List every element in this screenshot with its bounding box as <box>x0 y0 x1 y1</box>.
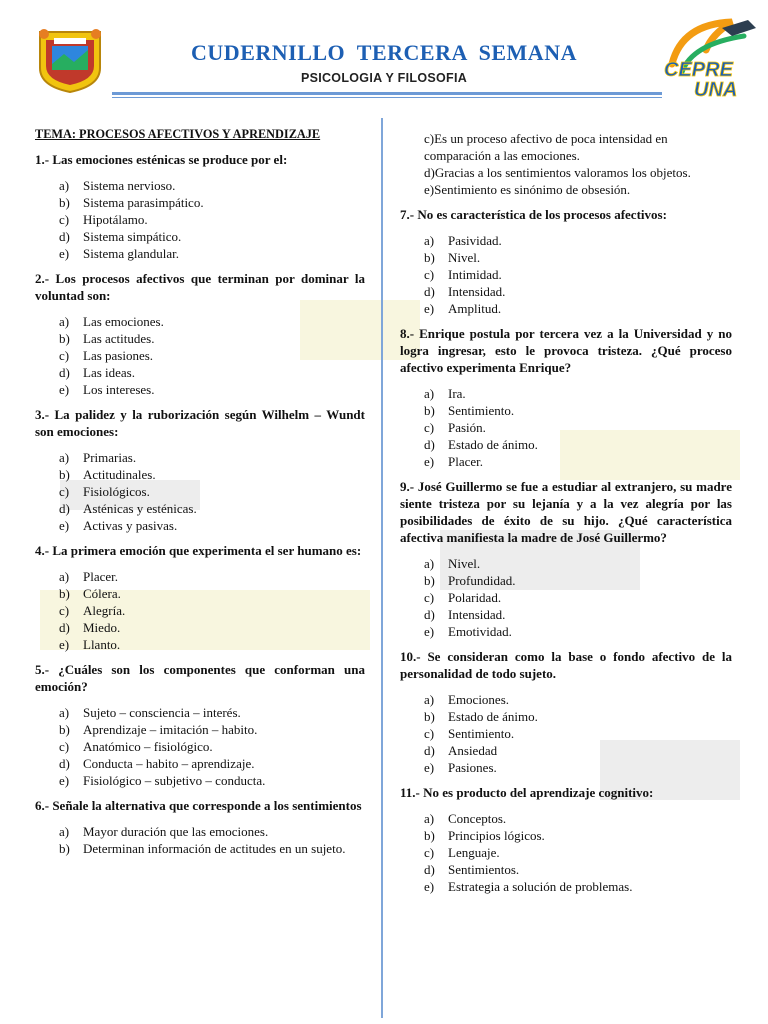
option-letter: e) <box>424 760 435 775</box>
answer-option <box>59 245 365 262</box>
option-letter: a) <box>59 450 70 465</box>
right-question-list <box>400 206 732 895</box>
option-list <box>35 704 365 789</box>
answer-option <box>424 402 732 419</box>
question-text: 5.- ¿Cuáles son los componentes que conforman una emoción? <box>35 662 365 694</box>
answer-option <box>59 364 365 381</box>
option-letter: c) <box>424 726 435 741</box>
option-text: Fisiológicos. <box>83 484 150 499</box>
option-letter: b) <box>424 403 435 418</box>
option-letter: e) <box>424 301 435 316</box>
answer-option <box>424 589 732 606</box>
answer-option <box>424 623 732 640</box>
option-list <box>400 555 732 640</box>
option-letter: a) <box>59 824 70 839</box>
answer-option <box>424 181 732 198</box>
option-letter: a) <box>59 178 70 193</box>
answer-option <box>424 266 732 283</box>
option-letter: a) <box>424 233 435 248</box>
option-text: Fisiológico – subjetivo – conducta. <box>83 773 266 788</box>
option-letter: b) <box>59 841 70 856</box>
option-text: Sentimiento. <box>448 726 515 741</box>
option-text: Emociones. <box>448 692 510 707</box>
option-letter: b) <box>59 722 70 737</box>
answer-option <box>424 385 732 402</box>
right-column <box>400 130 732 903</box>
option-text: Nivel. <box>448 556 481 571</box>
answer-option <box>59 823 365 840</box>
option-text: Las ideas. <box>83 365 135 380</box>
option-text: Nivel. <box>448 250 481 265</box>
left-column <box>35 126 365 865</box>
answer-option <box>59 313 365 330</box>
answer-option <box>424 878 732 895</box>
answer-option <box>424 725 732 742</box>
answer-option <box>59 228 365 245</box>
option-letter: d) <box>59 756 70 771</box>
answer-option <box>59 347 365 364</box>
option-letter: e) <box>424 182 435 197</box>
option-letter: d) <box>59 620 70 635</box>
question-text: 4.- La primera emoción que experimenta el ser humano es: <box>35 543 362 558</box>
option-list <box>400 232 732 317</box>
answer-option <box>59 500 365 517</box>
option-letter: e) <box>424 454 435 469</box>
answer-option <box>424 759 732 776</box>
option-letter: d) <box>424 743 435 758</box>
question-6-continued-options <box>400 130 732 198</box>
option-text: Las actitudes. <box>83 331 155 346</box>
question-text: 8.- Enrique postula por tercera vez a la Universidad y no logra ingresar, esto le provoca tristeza. ¿Qué proceso afectivo experimenta Enrique? <box>400 326 732 375</box>
option-letter: e) <box>59 382 70 397</box>
answer-option <box>59 772 365 789</box>
answer-option <box>59 721 365 738</box>
option-text: Conceptos. <box>448 811 507 826</box>
option-letter: c) <box>59 603 70 618</box>
option-text: Sujeto – consciencia – interés. <box>83 705 241 720</box>
answer-option <box>424 708 732 725</box>
option-letter: a) <box>59 569 70 584</box>
option-text: Actitudinales. <box>83 467 156 482</box>
option-letter: e) <box>59 637 70 652</box>
answer-option <box>424 232 732 249</box>
answer-option <box>59 755 365 772</box>
option-list <box>400 810 732 895</box>
answer-option <box>424 606 732 623</box>
answer-option <box>424 130 732 164</box>
answer-option <box>59 602 365 619</box>
option-letter: d) <box>424 437 435 452</box>
option-letter: b) <box>424 709 435 724</box>
answer-option <box>59 585 365 602</box>
answer-option <box>424 249 732 266</box>
option-letter: d) <box>424 284 435 299</box>
answer-option <box>424 810 732 827</box>
answer-option <box>59 330 365 347</box>
page-title: CUDERNILLO TERCERA SEMANA <box>191 40 577 65</box>
question-text: 1.- Las emociones esténicas se produce por el: <box>35 152 288 167</box>
option-letter: c) <box>424 131 435 146</box>
option-letter: d) <box>424 607 435 622</box>
option-letter: e) <box>424 624 435 639</box>
answer-option <box>424 742 732 759</box>
option-text: Determinan información de actitudes en un sujeto. <box>83 841 346 856</box>
option-text: Amplitud. <box>448 301 502 316</box>
option-list <box>35 313 365 398</box>
option-text: Mayor duración que las emociones. <box>83 824 269 839</box>
option-text: Activas y pasivas. <box>83 518 178 533</box>
option-text: Pasión. <box>448 420 486 435</box>
option-text: Llanto. <box>83 637 121 652</box>
answer-option <box>59 517 365 534</box>
option-letter: b) <box>59 467 70 482</box>
option-letter: d) <box>424 165 435 180</box>
answer-option <box>59 840 365 857</box>
left-question-list <box>35 151 365 857</box>
option-text: Los intereses. <box>83 382 155 397</box>
option-letter: a) <box>424 386 435 401</box>
answer-option <box>424 827 732 844</box>
question-text: 9.- José Guillermo se fue a estudiar al extranjero, su madre siente tristeza por su lejanía y a la vez alegría por las posibilidades de éxito de su hijo. ¿Qué característica afectiva manifiesta la madre de José Guillermo? <box>400 479 732 545</box>
option-text: Las pasiones. <box>83 348 154 363</box>
option-list <box>35 177 365 262</box>
option-letter: b) <box>424 573 435 588</box>
option-letter: a) <box>424 811 435 826</box>
option-letter: d) <box>59 365 70 380</box>
answer-option <box>424 164 732 181</box>
answer-option <box>424 844 732 861</box>
option-letter: c) <box>424 420 435 435</box>
topic-heading: TEMA: PROCESOS AFECTIVOS Y APRENDIZAJE <box>35 127 321 141</box>
question-text: 2.- Los procesos afectivos que terminan por dominar la voluntad son: <box>35 271 365 303</box>
option-text: Ansiedad <box>448 743 498 758</box>
option-letter: c) <box>424 267 435 282</box>
answer-option <box>59 194 365 211</box>
cepre-una-logo-icon <box>652 14 764 100</box>
option-letter: c) <box>59 739 70 754</box>
option-list <box>35 568 365 653</box>
answer-option <box>59 211 365 228</box>
option-letter: c) <box>59 484 70 499</box>
svg-text:UNA: UNA <box>694 79 738 100</box>
option-letter: c) <box>424 590 435 605</box>
answer-option <box>59 483 365 500</box>
question-text: 10.- Se consideran como la base o fondo afectivo de la personalidad de todo sujeto. <box>400 649 732 681</box>
answer-option <box>59 619 365 636</box>
option-letter: e) <box>424 879 435 894</box>
answer-option <box>59 636 365 653</box>
option-text: Asténicas y esténicas. <box>83 501 197 516</box>
option-text: Primarias. <box>83 450 137 465</box>
option-text: Principios lógicos. <box>448 828 545 843</box>
answer-option <box>424 300 732 317</box>
answer-option <box>59 738 365 755</box>
option-text: Sentimiento. <box>448 403 515 418</box>
option-text: Polaridad. <box>448 590 502 605</box>
answer-option <box>424 572 732 589</box>
page-header <box>0 0 768 110</box>
option-text: Lenguaje. <box>448 845 500 860</box>
option-text: Alegría. <box>83 603 126 618</box>
answer-option <box>424 691 732 708</box>
option-letter: e) <box>59 773 70 788</box>
page-subtitle: PSICOLOGIA Y FILOSOFIA <box>300 71 468 85</box>
option-text: Anatómico – fisiológico. <box>83 739 213 754</box>
option-text: Aprendizaje – imitación – habito. <box>83 722 258 737</box>
option-letter: e) <box>59 518 70 533</box>
option-text: Gracias a los sentimientos valoramos los objetos. <box>434 165 691 180</box>
answer-option <box>59 177 365 194</box>
answer-option <box>424 419 732 436</box>
option-letter: d) <box>59 229 70 244</box>
option-letter: a) <box>424 692 435 707</box>
option-letter: c) <box>59 348 70 363</box>
answer-option <box>424 453 732 470</box>
question-text: 7.- No es característica de los procesos afectivos: <box>400 207 667 222</box>
option-text: Profundidad. <box>448 573 516 588</box>
option-text: Estado de ánimo. <box>448 437 538 452</box>
option-letter: a) <box>59 705 70 720</box>
option-letter: a) <box>424 556 435 571</box>
option-letter: b) <box>59 586 70 601</box>
question-text: 6.- Señale la alternativa que corresponde a los sentimientos <box>35 798 362 813</box>
option-text: Cólera. <box>83 586 121 601</box>
option-letter: c) <box>59 212 70 227</box>
option-letter: e) <box>59 246 70 261</box>
option-text: Hipotálamo. <box>83 212 148 227</box>
option-text: Intimidad. <box>448 267 502 282</box>
option-list <box>400 385 732 470</box>
option-text: Pasiones. <box>448 760 497 775</box>
option-text: Placer. <box>83 569 119 584</box>
option-text: Ira. <box>448 386 466 401</box>
option-letter: b) <box>424 828 435 843</box>
option-letter: b) <box>424 250 435 265</box>
option-list <box>35 449 365 534</box>
option-letter: a) <box>59 314 70 329</box>
option-text: Estado de ánimo. <box>448 709 538 724</box>
option-text: Estrategia a solución de problemas. <box>448 879 633 894</box>
answer-option <box>59 449 365 466</box>
option-text: Intensidad. <box>448 607 506 622</box>
answer-option <box>59 466 365 483</box>
answer-option <box>424 861 732 878</box>
option-text: Sistema glandular. <box>83 246 180 261</box>
option-text: Emotividad. <box>448 624 512 639</box>
option-text: Sistema nervioso. <box>83 178 176 193</box>
option-text: Pasividad. <box>448 233 502 248</box>
answer-option <box>424 283 732 300</box>
option-list <box>35 823 365 857</box>
header-rule <box>112 92 662 95</box>
answer-option <box>59 704 365 721</box>
option-letter: c) <box>424 845 435 860</box>
option-letter: b) <box>59 195 70 210</box>
option-text: Sentimientos. <box>448 862 520 877</box>
option-list <box>400 691 732 776</box>
option-text: Sistema simpático. <box>83 229 182 244</box>
answer-option <box>424 555 732 572</box>
option-letter: d) <box>59 501 70 516</box>
option-text: Intensidad. <box>448 284 506 299</box>
answer-option <box>59 568 365 585</box>
header-rule-thin <box>112 97 662 98</box>
answer-option <box>424 436 732 453</box>
option-text: Sentimiento es sinónimo de obsesión. <box>434 182 631 197</box>
svg-text:CEPRE: CEPRE <box>664 59 733 81</box>
question-text: 11.- No es producto del aprendizaje cognitivo: <box>400 785 654 800</box>
answer-option <box>59 381 365 398</box>
question-text: 3.- La palidez y la ruborización según Wilhelm – Wundt son emociones: <box>35 407 365 439</box>
option-text: Placer. <box>448 454 484 469</box>
option-text: Es un proceso afectivo de poca intensidad en comparación a las emociones. <box>424 131 668 163</box>
column-divider <box>381 118 383 1018</box>
option-text: Conducta – habito – aprendizaje. <box>83 756 255 771</box>
option-text: Sistema parasimpático. <box>83 195 204 210</box>
option-text: Las emociones. <box>83 314 164 329</box>
option-text: Miedo. <box>83 620 121 635</box>
option-letter: b) <box>59 331 70 346</box>
option-letter: d) <box>424 862 435 877</box>
